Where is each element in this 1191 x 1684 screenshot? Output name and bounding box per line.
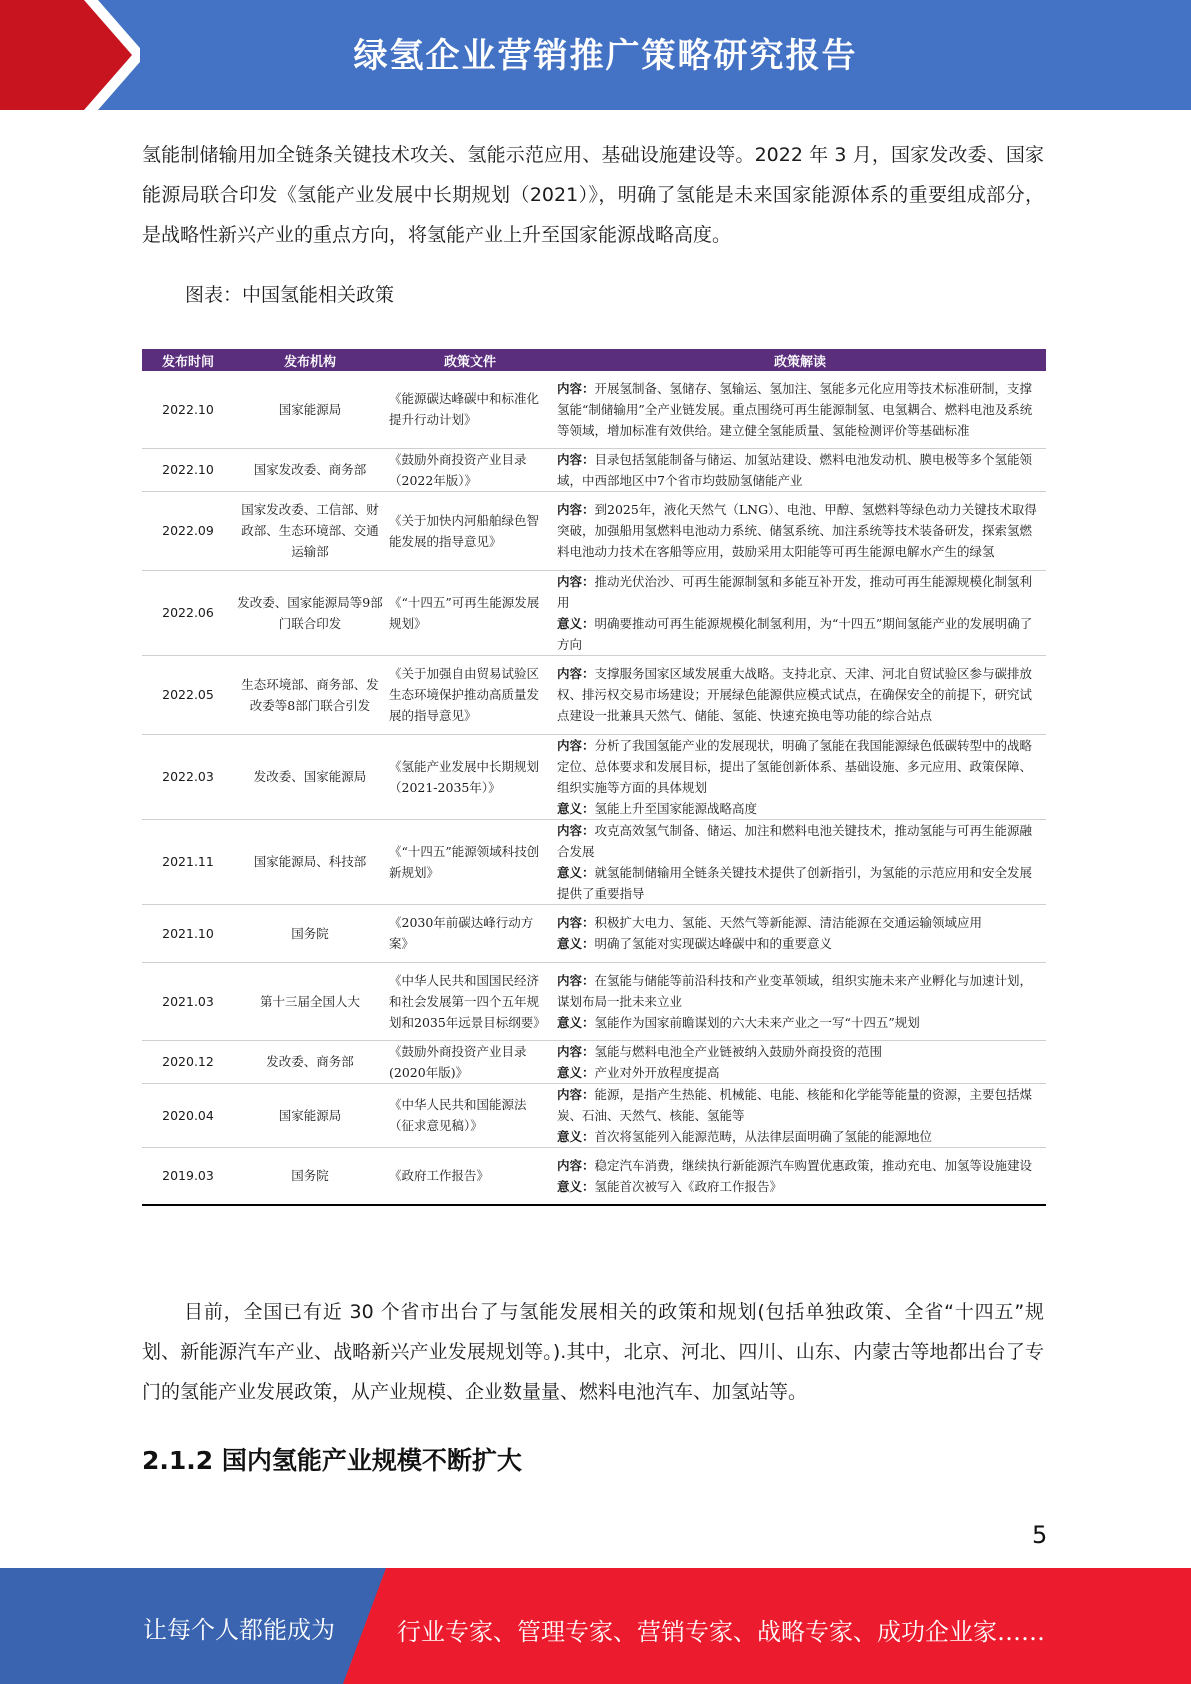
content-label: 内容： (557, 666, 595, 681)
content-label: 内容： (557, 451, 595, 467)
section-heading: 2.1.2 国内氢能产业规模不断扩大 (142, 1446, 522, 1475)
content-text: 目录包括氢能制备与储运、加氢站建设、燃料电池发动机、膜电极等多个氢能领域，中西部地区中7个省市均鼓励氢储能产业 (557, 451, 1033, 488)
content-text: 在氢能与储能等前沿科技和产业变革领域，组织实施未来产业孵化与加速计划，谋划布局一批未来立业 (557, 972, 1033, 1009)
header-title: 绿氢企业营销推广策略研究报告 (353, 36, 858, 76)
table-row (142, 1147, 1046, 1205)
page-footer (0, 1568, 1191, 1684)
content-label: 内容： (557, 822, 595, 838)
cell-date: 2022.05 (142, 655, 234, 734)
cell-interpretation (554, 819, 1046, 904)
cell-doc: 《“十四五”可再生能源发展规划》 (386, 570, 554, 655)
cell-doc: 《关于加快内河船舶绿色智能发展的指导意见》 (386, 491, 554, 570)
content-text: 攻克高效氢气制备、储运、加注和燃料电池关键技术，推动氢能与可再生能源融合发展 (557, 822, 1033, 859)
header-interpretation: 政策解读 (554, 349, 1046, 371)
content-text: 稳定汽车消费，继续执行新能源汽车购置优惠政策，推动充电、加氢等设施建设 (594, 1157, 1033, 1173)
content-text: 分析了我国氢能产业的发展现状，明确了氢能在我国能源绿色低碳转型中的战略定位、总体要求和发展目标，提出了氢能创新体系、基础设施、多元应用、政策保障、组织实施等方面的具体规划 (557, 737, 1033, 795)
meaning-text: 氢能作为国家前瞻谋划的六大未来产业之一写“十四五”规划 (594, 1014, 920, 1030)
table-row (142, 1083, 1046, 1147)
policy-table (142, 349, 1046, 1206)
meaning-line (557, 933, 1043, 954)
meaning-label: 意义： (557, 800, 595, 816)
cell-org: 生态环境部、商务部、发改委等8部门联合引发 (234, 655, 386, 734)
meaning-label: 意义： (557, 1064, 595, 1080)
body-paragraph: 目前，全国已有近 30 个省市出台了与氢能发展相关的政策和规划(包括单独政策、全省“十四五”规划、新能源汽车产业、战略新兴产业发展规划等。).其中，北京、河北、四川、山东、内蒙古等地都出台了专门的氢能产业发展政策，从产业规模、企业数量量、燃料电池汽车、加氢站等。 (142, 1301, 1044, 1403)
meaning-text: 明确了氢能对实现碳达峰碳中和的重要意义 (594, 936, 833, 951)
meaning-text: 氢能上升至国家能源战略高度 (594, 800, 758, 816)
meaning-text: 明确要推动可再生能源规模化制氢利用，为“十四五”期间氢能产业的发展明确了方向 (557, 615, 1033, 652)
content-line (557, 378, 1043, 441)
cell-date: 2021.11 (142, 819, 234, 904)
cell-interpretation (554, 655, 1046, 734)
meaning-label: 意义： (557, 1014, 595, 1030)
meaning-line (557, 1012, 1043, 1033)
meaning-line (557, 1176, 1043, 1197)
meaning-line (557, 798, 1043, 819)
cell-interpretation (554, 491, 1046, 570)
table-body (142, 371, 1046, 1205)
content-label: 内容： (557, 737, 595, 753)
content-line (557, 663, 1043, 726)
content-label: 内容： (557, 502, 595, 517)
content-line (557, 1084, 1043, 1126)
content-text: 到2025年，液化天然气（LNG）、电池、甲醇、氢燃料等绿色动力关键技术取得突破，加强船用氢燃料电池动力系统、储氢系统、加注系统等技术装备研发，探索氢燃料电池动力技术在客船等应用，鼓励采用太阳能等可再生能源电解水产生的绿氢 (557, 502, 1037, 559)
cell-org: 国家能源局、科技部 (234, 819, 386, 904)
cell-org: 国家能源局 (234, 371, 386, 448)
content-text: 开展氢制备、氢储存、氢输运、氢加注、氢能多元化应用等技术标准研制，支撑氢能“制储输用”全产业链发展。重点围绕可再生能源制氢、电氢耦合、燃料电池及系统等领域，增加标准有效供给。建立健全氢能质量、氢能检测评价等基础标准 (557, 380, 1033, 438)
cell-date: 2022.09 (142, 491, 234, 570)
cell-doc: 《鼓励外商投资产业目录（2022年版）》 (386, 448, 554, 491)
cell-date: 2021.10 (142, 904, 234, 962)
cell-doc: 《“十四五”能源领域科技创新规划》 (386, 819, 554, 904)
cell-org: 发改委、商务部 (234, 1040, 386, 1083)
cell-doc: 《鼓励外商投资产业目录(2020年版)》 (386, 1040, 554, 1083)
cell-interpretation (554, 1147, 1046, 1205)
cell-interpretation (554, 570, 1046, 655)
cell-interpretation (554, 962, 1046, 1040)
page-number: 5 (1032, 1521, 1048, 1549)
table-row (142, 448, 1046, 491)
cell-date: 2020.04 (142, 1083, 234, 1147)
footer-right-text: 行业专家、管理专家、营销专家、战略专家、成功企业家…… (397, 1618, 1045, 1646)
content-label: 内容： (557, 1043, 595, 1059)
cell-doc: 《能源碳达峰碳中和标准化提升行动计划》 (386, 371, 554, 448)
cell-interpretation (554, 448, 1046, 491)
cell-doc: 《氢能产业发展中长期规划 （2021-2035年）》 (386, 734, 554, 819)
cell-interpretation (554, 734, 1046, 819)
cell-doc: 《2030年前碳达峰行动方案》 (386, 904, 554, 962)
cell-date: 2021.03 (142, 962, 234, 1040)
content-line (557, 912, 1043, 933)
meaning-text: 首次将氢能列入能源范畴，从法律层面明确了氢能的能源地位 (594, 1128, 933, 1144)
cell-org: 国务院 (291, 1168, 329, 1184)
footer-left-text: 让每个人都能成为 (143, 1616, 335, 1644)
page-header (0, 0, 1191, 110)
intro-paragraph: 氢能制储输用加全链条关键技术攻关、氢能示范应用、基础设施建设等。2022 年 3 月，国家发改委、国家能源局联合印发《氢能产业发展中长期规划（2021）》，明确了氢能是未来国家能源体系的重要组成部分，是战略性新兴产业的重点方向，将氢能产业上升至国家能源战略高度。 (142, 144, 1044, 246)
content-label: 内容： (557, 380, 595, 396)
meaning-label: 意义： (557, 1178, 595, 1194)
cell-date: 2022.10 (142, 448, 234, 491)
content-line (557, 1155, 1043, 1176)
cell-date: 2022.10 (142, 371, 234, 448)
cell-org: 国务院 (234, 904, 386, 962)
meaning-text: 氢能首次被写入《政府工作报告》 (594, 1178, 783, 1194)
cell-org: 发改委、国家能源局 (234, 734, 386, 819)
content-label: 内容： (557, 573, 595, 589)
table-row (142, 491, 1046, 570)
content-line (557, 449, 1043, 491)
table-caption: 图表：中国氢能相关政策 (185, 284, 395, 306)
header-org: 发布机构 (234, 349, 386, 371)
meaning-label: 意义： (557, 1128, 595, 1144)
content-text: 推动光伏治沙、可再生能源制氢和多能互补开发，推动可再生能源规模化制氢利用 (557, 573, 1033, 610)
meaning-text: 就氢能制储输用全链条关键技术提供了创新指引，为氢能的示范应用和安全发展提供了重要指导 (557, 864, 1033, 901)
cell-date: 2020.12 (142, 1040, 234, 1083)
cell-org: 国家发改委、工信部、财政部、生态环境部、交通运输部 (234, 491, 386, 570)
meaning-line (557, 613, 1043, 655)
meaning-label: 意义： (557, 864, 595, 880)
cell-org: 第十三届全国人大 (234, 962, 386, 1040)
content-line (557, 820, 1043, 862)
cell-date: 2022.03 (142, 734, 234, 819)
content-text: 氢能与燃料电池全产业链被纳入鼓励外商投资的范围 (594, 1043, 883, 1059)
meaning-line (557, 1126, 1043, 1147)
table-header-row (142, 349, 1046, 371)
content-label: 内容： (557, 915, 595, 930)
cell-date: 2022.06 (142, 570, 234, 655)
cell-interpretation (554, 1040, 1046, 1083)
header-doc: 政策文件 (386, 349, 554, 371)
table-row (142, 819, 1046, 904)
cell-org: 国家能源局 (234, 1083, 386, 1147)
table-row (142, 904, 1046, 962)
table-row (142, 371, 1046, 448)
meaning-line (557, 862, 1043, 904)
table-row (142, 962, 1046, 1040)
meaning-label: 意义： (557, 936, 595, 951)
cell-org: 发改委、国家能源局等9部门联合印发 (234, 570, 386, 655)
header-date: 发布时间 (142, 349, 234, 371)
cell-interpretation (554, 904, 1046, 962)
cell-doc: 《关于加强自由贸易试验区生态环境保护推动高质量发展的指导意见》 (386, 655, 554, 734)
cell-date: 2019.03 (162, 1168, 214, 1184)
cell-doc: 《中华人民共和国国民经济和社会发展第一四个五年规划和2035年远景目标纲要》 (386, 962, 554, 1040)
content-line (557, 571, 1043, 613)
content-label: 内容： (557, 1157, 595, 1173)
content-label: 内容： (557, 972, 595, 988)
table-row (142, 734, 1046, 819)
meaning-label: 意义： (557, 615, 595, 631)
content-label: 内容： (557, 1086, 595, 1102)
cell-interpretation (554, 371, 1046, 448)
content-line (557, 499, 1043, 562)
cell-doc: 《政府工作报告》 (389, 1168, 490, 1184)
content-line (557, 970, 1043, 1012)
table-row (142, 570, 1046, 655)
content-text: 支撑服务国家区域发展重大战略。支持北京、天津、河北自贸试验区参与碳排放权、排污权交易市场建设；开展绿色能源供应模式试点，在确保安全的前提下，研究试点建设一批兼具天然气、储能、氢能、快速充换电等功能的综合站点 (557, 666, 1033, 723)
table-row (142, 655, 1046, 734)
table-row (142, 1040, 1046, 1083)
cell-org: 国家发改委、商务部 (234, 448, 386, 491)
content-text: 能源，是指产生热能、机械能、电能、核能和化学能等能量的资源，主要包括煤炭、石油、天然气、核能、氢能等 (557, 1086, 1033, 1123)
cell-doc: 《中华人民共和国能源法（征求意见稿）》 (386, 1083, 554, 1147)
content-line (557, 735, 1043, 798)
content-text: 积极扩大电力、氢能、天然气等新能源、清洁能源在交通运输领域应用 (594, 915, 983, 930)
cell-interpretation (554, 1083, 1046, 1147)
meaning-text: 产业对外开放程度提高 (594, 1064, 720, 1080)
meaning-line (557, 1062, 1043, 1083)
content-line (557, 1041, 1043, 1062)
